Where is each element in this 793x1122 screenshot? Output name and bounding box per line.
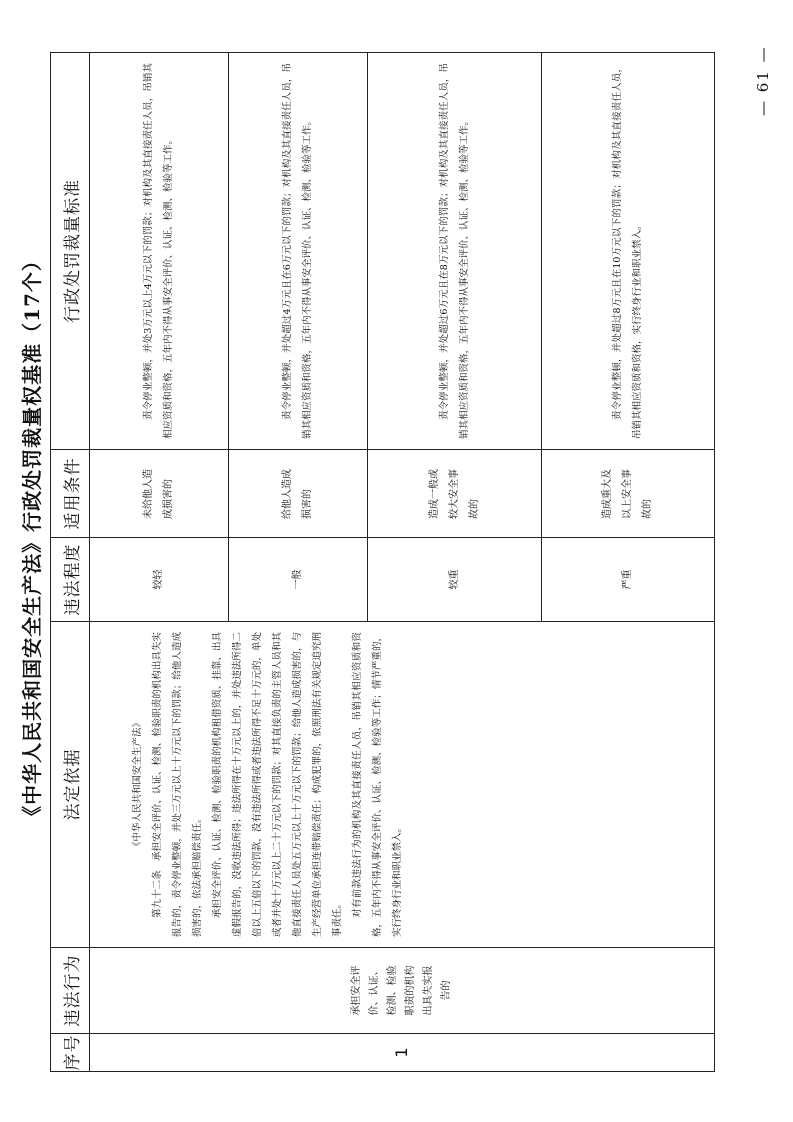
level-cell: 一般 (229, 538, 368, 622)
header-standard: 行政处罚裁量标准 (51, 53, 90, 450)
basis-paragraph-3: 对有前款违法行为的机构及其直接责任人员，吊销其相应资质和资格，五年内不得从事安全评价、认证、检测、检验等工作；情节严重的，实行终身行业和职业禁入。 (352, 632, 403, 937)
condition-cell: 造成重大及以上安全事故的 (541, 450, 714, 538)
condition-cell: 未给他人造成损害的 (90, 450, 229, 538)
header-basis: 法定依据 (51, 622, 90, 948)
item-act: 承担安全评价、认证、检测、检验职责的机构出具失实报告的 (90, 948, 715, 1034)
level-cell: 严重 (541, 538, 714, 622)
header-act: 违法行为 (51, 948, 90, 1034)
item-seq: 1 (90, 1034, 715, 1072)
level-cell: 较轻 (90, 538, 229, 622)
standard-cell: 责令停业整顿，并处超过4万元且在6万元以下的罚款；对机构及其直接责任人员，吊销其相应资质和资格，五年内不得从事安全评价、认证、检测、检验等工作。 (229, 53, 368, 450)
header-condition: 适用条件 (51, 450, 90, 538)
law-name: 《中华人民共和国安全生产法》 (132, 718, 143, 852)
header-level: 违法程度 (51, 538, 90, 622)
condition-cell: 造成一般或较大安全事故的 (368, 450, 541, 538)
legal-basis (90, 622, 715, 948)
penalty-standard-table (50, 52, 715, 1072)
standard-cell: 责令停业整顿，并处3万元以上4万元以下的罚款；对机构及其直接责任人员，吊销其相应资质和资格，五年内不得从事安全评价、认证、检测、检验等工作。 (90, 53, 229, 450)
standard-cell: 责令停业整顿，并处超过8万元且在10万元以下的罚款；对机构及其直接责任人员，吊销其相应资质和资格，实行终身行业和职业禁入。 (541, 53, 714, 450)
level-cell: 较重 (368, 538, 541, 622)
table-row (90, 53, 229, 1072)
basis-paragraph-1: 第九十二条 承担安全评价、认证、检测、检验职责的机构出具失实报告的，责令停业整顿，并处三万元以上十万元以下的罚款；给他人造成损害的，依法承担赔偿责任。 (152, 632, 203, 937)
standard-cell: 责令停业整顿，并处超过6万元且在8万元以下的罚款；对机构及其直接责任人员，吊销其相应资质和资格，五年内不得从事安全评价、认证、检测、检验等工作。 (368, 53, 541, 450)
condition-cell: 给他人造成损害的 (229, 450, 368, 538)
header-seq: 序号 (51, 1034, 90, 1072)
header-row (51, 53, 90, 1072)
page-number: — 61 — (754, 45, 772, 116)
basis-paragraph-2: 承担安全评价、认证、检测、检验职责的机构租借资质、挂靠、出具虚假报告的，没收违法所得；违法所得在十万元以上的，并处违法所得二倍以上五倍以下的罚款，没有违法所得或者违法所得不足十万元的，单处或者并处十万元以上二十万元以下的罚款；对其直接负责的主管人员和其他直接责任人员处五万元以上十万元以下的罚款；给他人造成损害的，与生产经营单位承担连带赔偿责任；构成犯罪的，依照刑法有关规定追究刑事责任。 (212, 632, 343, 937)
document-title: 《中华人民共和国安全生产法》行政处罚裁量权基准（17个） (20, 250, 44, 826)
